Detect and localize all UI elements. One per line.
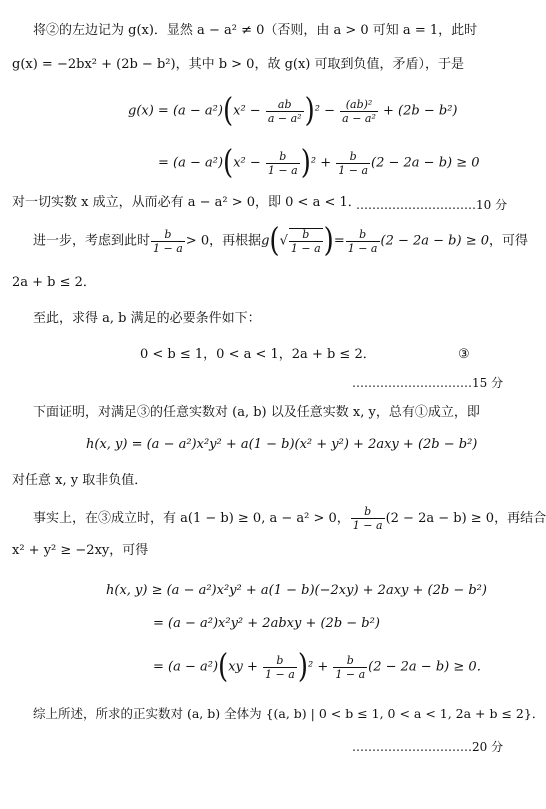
line4-lparen: (: [269, 222, 280, 260]
text-line-1: 将②的左边记为 g(x)．显然 a − a² ≠ 0（否则，由 a > 0 可知 a = 1，此时: [33, 23, 478, 38]
eq6-lparen: (: [218, 648, 229, 686]
score-10: …………………………10 分: [356, 198, 508, 212]
eq2-tail: (2 − 2a − b) ≥ 0: [371, 155, 480, 171]
line4-sqrt-frac: [289, 228, 323, 254]
condition-tag: ③: [458, 347, 470, 362]
eq2-frac-1-num: b: [266, 151, 300, 164]
line4-part-c: ，可得: [489, 233, 529, 249]
eq6-mid: ² +: [307, 659, 329, 675]
eq6-frac-2-den: 1 − a: [335, 667, 366, 681]
score-15: …………………………15 分: [352, 376, 504, 390]
equation-5: = (a − a²)x²y² + 2abxy + (2b − b²): [153, 616, 380, 631]
line10-frac: [351, 506, 385, 531]
line4-frac: [151, 229, 185, 254]
eq1-frac-2-den: a − a²: [342, 111, 376, 125]
eq1-frac-2: [340, 99, 378, 124]
line4-frac-2: [346, 229, 380, 254]
equation-4: h(x, y) ≥ (a − a²)x²y² + a(1 − b)(−2xy) + 2axy + (2b − b²): [106, 583, 487, 598]
text-line-6: 至此，求得 a, b 满足的必要条件如下：: [33, 311, 261, 326]
text-line-12: 综上所述，所求的正实数对 (a, b) 全体为 {(a, b) | 0 < b ≤ 1, 0 < a < 1, 2a + b ≤ 2}．: [33, 706, 545, 721]
line4-tail: (2 − 2a − b) ≥ 0: [380, 233, 490, 249]
equation-1: [128, 92, 458, 130]
line4-frac-2-den: 1 − a: [347, 241, 378, 255]
eq2-frac-2-num: b: [336, 151, 370, 164]
line4-g: g: [261, 233, 270, 249]
line10-frac-den: 1 − a: [352, 519, 383, 532]
eq2-frac-1-den: 1 − a: [267, 163, 298, 177]
eq1-tail: + (2b − b²): [383, 103, 458, 119]
eq2-mid: ² +: [310, 155, 332, 171]
eq6-in: xy +: [228, 659, 258, 675]
eq1-frac-2-num: (ab)²: [340, 99, 378, 112]
eq6-frac-1-den: 1 − a: [265, 667, 295, 681]
text-line-8: 下面证明，对满足③的任意实数对 (a, b) 以及任意实数 x, y，总有①成立，即: [33, 405, 480, 420]
text-line-2: g(x) = −2bx² + (2b − b²)，其中 b > 0，故 g(x) 可取到负值，矛盾），于是: [12, 57, 465, 72]
eq2-lhs: = (a − a²): [158, 155, 224, 171]
line4-rparen: ): [323, 222, 334, 260]
eq1-mid: ² −: [314, 103, 335, 119]
text-line-3: 对一切实数 x 成立，从而必有 a − a² > 0，即 0 < a < 1．: [12, 195, 361, 210]
eq2-lparen: (: [223, 144, 234, 182]
eq6-frac-1: [263, 655, 297, 680]
line4-frac-2-num: b: [346, 229, 380, 242]
line4-part-a: 进一步，考虑到此时: [33, 233, 151, 249]
line4-eq: =: [333, 233, 345, 249]
equation-6: [153, 648, 490, 686]
eq6-tail: (2 − 2a − b) ≥ 0．: [368, 659, 490, 675]
eq6-rparen: ): [297, 648, 308, 686]
line10-frac-num: b: [351, 506, 385, 519]
line10-part-b: (2 − 2a − b) ≥ 0，再结合: [385, 511, 546, 526]
eq1-x2: x² −: [233, 103, 261, 119]
eq6-lhs: = (a − a²): [153, 659, 219, 675]
line4-frac-den: 1 − a: [153, 241, 183, 255]
eq6-frac-2: [333, 655, 367, 680]
text-line-4: [33, 222, 529, 260]
text-line-7: 0 < b ≤ 1，0 < a < 1，2a + b ≤ 2．: [140, 347, 376, 362]
eq1-frac-1: [266, 99, 304, 124]
text-line-9: 对任意 x, y 取非负值．: [12, 473, 148, 488]
eq1-lparen: (: [222, 92, 234, 130]
eq2-frac-2-den: 1 − a: [338, 163, 369, 177]
equation-2: [158, 144, 480, 182]
eq2-frac-2: [336, 151, 370, 176]
eq1-frac-1-num: ab: [266, 99, 304, 112]
line4-sqrt-den: 1 − a: [290, 242, 321, 255]
eq1-rparen: ): [304, 92, 315, 130]
line4-sqrt-icon: √: [279, 233, 288, 249]
line4-sqrt-num: b: [289, 229, 323, 242]
eq2-frac-1: [266, 151, 300, 176]
eq2-x2: x² −: [233, 155, 261, 171]
line4-part-b: > 0，再根据: [185, 233, 262, 249]
eq2-rparen: ): [300, 144, 311, 182]
score-20: …………………………20 分: [352, 740, 504, 754]
eq1-frac-1-den: a − a²: [267, 111, 302, 125]
eq1-lhs: g(x) = (a − a²): [128, 103, 223, 119]
text-line-5: 2a + b ≤ 2．: [12, 275, 96, 290]
eq6-frac-2-num: b: [333, 655, 367, 668]
text-line-10: [33, 506, 546, 531]
equation-3: h(x, y) = (a − a²)x²y² + a(1 − b)(x² + y²) + 2axy + (2b − b²): [86, 437, 478, 452]
line4-frac-num: b: [151, 229, 185, 242]
eq6-frac-1-num: b: [263, 655, 297, 668]
text-line-11: x² + y² ≥ −2xy，可得: [12, 543, 149, 558]
line10-part-a: 事实上，在③成立时，有 a(1 − b) ≥ 0, a − a² > 0，: [33, 511, 350, 526]
